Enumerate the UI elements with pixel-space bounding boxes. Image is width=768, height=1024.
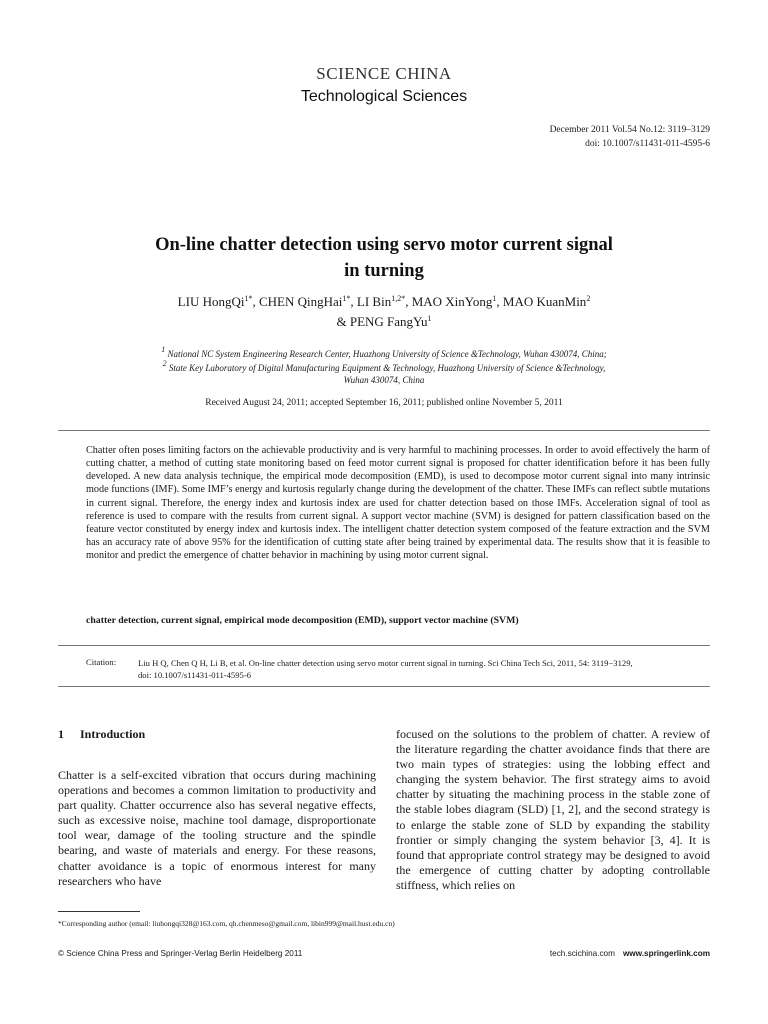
citation-text [138, 657, 698, 681]
body-column-right: focused on the solutions to the problem of chatter. A review of the literature regarding the chatter avoidance finds that there are two main types of strategies: using the lobbing effect and changing the system behavior. The first strategy aims to avoid chatter by situating the machining process in the stable zone of the stable lobes diagram (SLD) [1, 2], and the second strategy is to enlarge the stable zone of SLD by expanding the stability frontier or simply changing the system behavior [3, 4]. It is found that appropriate control strategy may be designed to avoid the emergence of cutting chatter by adopting controllable stiffness, which relies on [396, 727, 710, 892]
author-line-2: & PENG FangYu$^1$ [336, 314, 432, 329]
author-name: MAO KuanMin [502, 294, 587, 309]
author-name: PENG FangYu [349, 314, 428, 329]
author-name: LI Bin [356, 294, 392, 309]
abstract-top-rule [58, 430, 710, 431]
footnote-rule [58, 911, 140, 912]
author-mark: 1* [342, 294, 351, 303]
footer-links [490, 949, 710, 958]
body-column-left: Chatter is a self-excited vibration that occurs during machining operations and becomes a common limitation to productivity and part quality. Chatter occurrence also has several negative effects, such as excessive noise, machine tool damage, disproportionate tool wear, damage of the tooling structure and the spindle bearing, and waste of materials and energy. For these reasons, chatter avoidance is a topic of enormous interest for many researchers who have [58, 768, 376, 888]
copyright-notice: © Science China Press and Springer-Verlag Berlin Heidelberg 2011 [58, 949, 303, 958]
affiliation-2 [120, 359, 648, 374]
scichina-link[interactable]: tech.scichina.com [549, 949, 615, 958]
journal-series: Technological Sciences [300, 88, 468, 105]
abstract: Chatter often poses limiting factors on the achievable productivity and is very harmful to machining processes. In order to avoid effectively the harm of cutting chatter, a method of cutting state monitoring based on feed motor current signal is proposed for chatter identification before it has been fully developed. A new data analysis technique, the empirical mode decomposition (EMD), is used to decompose motor current signal into many intrinsic mode functions (IMF). Some IMF’s energy and kurtosis regularly change during the development of the chatter. These IMFs can reflect subtle mutations in current signal. Therefore, the energy index and kurtosis index are used for chatter detection based on those IMFs. Acceleration signal of tool as reference is used to compare with the results from current signal. A support vector machine (SVM) is designed for pattern classification based on the feature vector constituted by energy index and kurtosis index. The intelligent chatter detection system composed of the feature extraction and the SVM has an accuracy rate of above 95% for the identification of cutting state after being trained by experimental data. The results show that it is feasible to monitor and predict the emergence of chatter behavior in machining by using motor current signal. [86, 445, 710, 562]
keywords: chatter detection, current signal, empirical mode decomposition (EMD), support vector machine (SVM) [86, 615, 519, 626]
citation-line-2: doi: 10.1007/s11431-011-4595-6 [138, 670, 251, 680]
title-line-1: On-line chatter detection using servo motor current signal [155, 235, 613, 255]
citation-top-rule [58, 645, 710, 646]
affiliation-text: State Key Laboratory of Digital Manufacturing Equipment & Technology, Huazhong University of Science &Technology, [168, 363, 606, 373]
affiliation-mark: 2 [162, 359, 167, 368]
affiliation-text: National NC System Engineering Research Center, Huazhong University of Science &Technology, Wuhan 430074, China; [167, 349, 607, 359]
author-mark: 2 [586, 294, 591, 303]
affiliation-2-continued: Wuhan 430074, China [343, 375, 425, 385]
publication-info: December 2011 Vol.54 No.12: 3119–3129 [549, 125, 710, 135]
section-title: Introduction [80, 727, 146, 741]
author-mark: 1 [492, 294, 497, 303]
author-line-1: LIU HongQi$^{1*}$, CHEN QingHai$^{1*}$, LI Bin$^{1,2*}$, MAO XinYong$^1$, MAO KuanMin$^2$ [177, 294, 591, 309]
journal-name: SCIENCE CHINA [316, 64, 452, 83]
citation-label: Citation: [86, 657, 117, 667]
affiliation-mark: 1 [161, 345, 166, 354]
affiliation-1 [120, 345, 648, 360]
section-heading [58, 727, 145, 742]
author-name: CHEN QingHai [258, 294, 343, 309]
author-name: LIU HongQi [177, 294, 245, 309]
doi-line: doi: 10.1007/s11431-011-4595-6 [585, 139, 710, 149]
article-dates: Received August 24, 2011; accepted September 16, 2011; published online November 5, 2011 [205, 398, 563, 408]
citation-bottom-rule [58, 686, 710, 687]
citation-line-1: Liu H Q, Chen Q H, Li B, et al. On-line chatter detection using servo motor current signal in turning. Sci China Tech Sci, 2011, 54: 3119−3129, [138, 658, 633, 668]
corresponding-author-footnote: *Corresponding author (email: liuhongqi328@163.com, qh.chenmeso@gmail.com, libin999@mail.hust.edu.cn) [58, 919, 395, 928]
title-line-2: in turning [344, 261, 424, 281]
author-mark: 1* [244, 294, 253, 303]
author-mark: 1,2* [391, 294, 406, 303]
article-title [80, 232, 688, 284]
author-mark: 1 [427, 314, 432, 323]
section-number: 1 [58, 727, 64, 741]
springerlink-link[interactable]: www.springerlink.com [622, 949, 710, 958]
author-name: MAO XinYong [411, 294, 493, 309]
author-list [80, 292, 688, 332]
